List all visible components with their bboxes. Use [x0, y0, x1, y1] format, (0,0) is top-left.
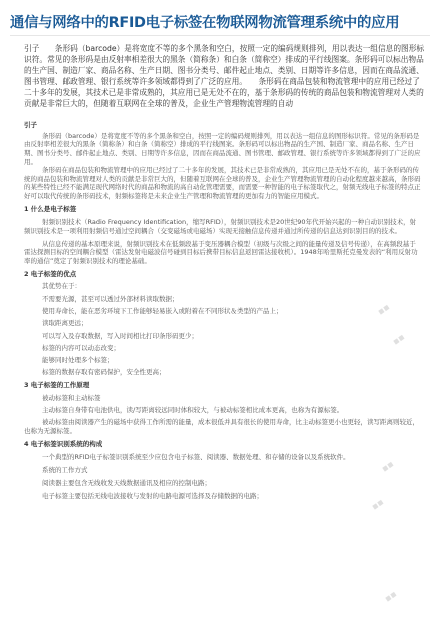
paragraph: 使用寿命长，能在恶劣环境下工作能够轻易嵌入或附着在不同形状＆类型的产品上； [42, 306, 283, 315]
paragraph: 标签的内容可以动态改变； [42, 343, 120, 352]
paragraph: 被动标签由阅读器产生的磁场中获得工作所需的能量，成本很低并具有很长的使用寿命，比主动标签更小也更轻，读写距离则较近，也称为无源标签。 [24, 418, 419, 435]
paragraph: 其优势在于： [42, 282, 81, 291]
paragraph: 条形码在商品包装和物流管理中的应用已经过了二十多年的发展，其技术已是非常成熟的，其应用已是无处不在的，基于条形码的传统的商品包装和物流管理对人类的贡献是非常巨大的，但随着互联网在全球的普及，企业生产管理物流管理的自动化程度越来越高，条形码的某些特性已经不能满足现代网络时代的商品和物流的高自动化管理需要，而需要一种智能的电子标签取代之，射频无线电子标签的特点正好可以取代传统的条形码技术，射频标签将是未来企业生产管理和物流管理的更加有力的智能应用模式。 [24, 166, 421, 200]
section-heading: 3 电子标签的工作原理 [24, 381, 90, 390]
watermark: ▪▪ [380, 459, 396, 475]
watermark: ▪▪ [370, 497, 386, 513]
paragraph: 系统的工作方式 [42, 466, 88, 475]
section-heading: 1 什么是电子标签 [24, 205, 77, 214]
paragraph: 电子标签主要包括无线电波接收与发射的电路电源可选择及存储数据的电路； [42, 492, 263, 501]
watermark: ▪▪ [376, 302, 392, 318]
section-heading: 4 电子标签识别系统的构成 [24, 439, 103, 448]
watermark: ▪▪ [391, 332, 407, 348]
section-heading: 2 电子标签的优点 [24, 270, 77, 279]
paragraph: 条形码（barcode）是将宽度不等的多个黑条和空白，按照一定的编码规则排列，用以表达一组信息的图形标识符。常见的条形码是由反射率相差很大的黑条（简称条）和白条（简称空）排成的平行线图案。条形码可以标出物品的生产国、制造厂家、商品名称、生产日期、图书分类号、邮件起止地点、类别、日期等许多信息，因而在商品流通、图书管理、邮政管理、银行系统等许多领域都得到了广泛的应用。 [24, 131, 421, 166]
title-divider [10, 35, 430, 36]
paragraph: 不需要光源，甚至可以透过外部材料读取数据； [42, 294, 179, 303]
paragraph: 一个典型的RFID电子标签识别系统至少应包含电子标签、阅读器、数据处理、和存储的设备以及系统软件。 [42, 453, 350, 462]
paragraph: 读取距离更远； [42, 319, 88, 328]
paragraph: 被动标签和主动标签 [42, 393, 101, 402]
paragraph: 标签的数据存取有密码保护，安全性更高； [42, 368, 166, 377]
watermark: ▪▪ [383, 589, 399, 605]
paragraph: 从信息传递的基本原理来说，射频识别技术在低频段基于变压器耦合模型（初级与次级之间的能量传递及信号传递），在高频段基于雷达探测目标的空间耦合模型（雷达发射电磁波信号碰到目标后携带目标信息返回雷达接收机）。1948年哈里斯托克曼发表的“利用反射功率的通信”奠定了射频识别技术的理论基础。 [24, 239, 418, 265]
document-body [24, 121, 422, 501]
paragraph: 射频识别技术（Radio Frequency Identification，缩写RFID），射频识别技术是20世纪90年代开始兴起的一种自动识别技术，射频识别技术是一项利用射频信号通过空间耦合（交变磁场或电磁场）实现无接触信息传递并通过所传递的信息达到识别目的的技术。 [24, 218, 417, 235]
intro-summary: 引子 条形码（barcode）是将宽度不等的多个黑条和空白，按照一定的编码规则排列，用以表达一组信息的图形标识符。常见的条形码是由反射率相差很大的黑条（简称条）和白条（简称空）排成的平行线图案。条形码可以标出物品的生产国、制造厂家、商品名称、生产日期、图书分类号、邮件起止地点、类别、日期等许多信息，因而在商品流通、图书管理、邮政管理、银行系统等许多领域都得到了广泛的应用。 条形码在商品包装和物流管理中的应用已经过了二十多年的发展，其技术已是非常成熟的，其应用已是无处不在的，基于条形码的传统的商品包装和物流管理对人类的贡献是非常巨大的，但随着互联网在全球的普及，企业生产管理物流管理的自动 [24, 44, 425, 108]
paragraph: 主动标签自身带有电池供电，读/写距离较远同时体积较大，与被动标签相比成本更高，也称为有源标签。 [42, 406, 344, 414]
paragraph: 可以写入及存取数据，写入时间相比打印条形码更少； [42, 331, 198, 340]
paragraph: 能够同时处理多个标签； [42, 356, 114, 365]
paragraph: 阅读器主要包含无线收发天线数据通讯及相应的控制电路； [42, 479, 211, 488]
page-title: 通信与网络中的RFID电子标签在物联网物流管理系统中的应用 [10, 15, 400, 31]
section-heading: 引子 [24, 121, 37, 129]
